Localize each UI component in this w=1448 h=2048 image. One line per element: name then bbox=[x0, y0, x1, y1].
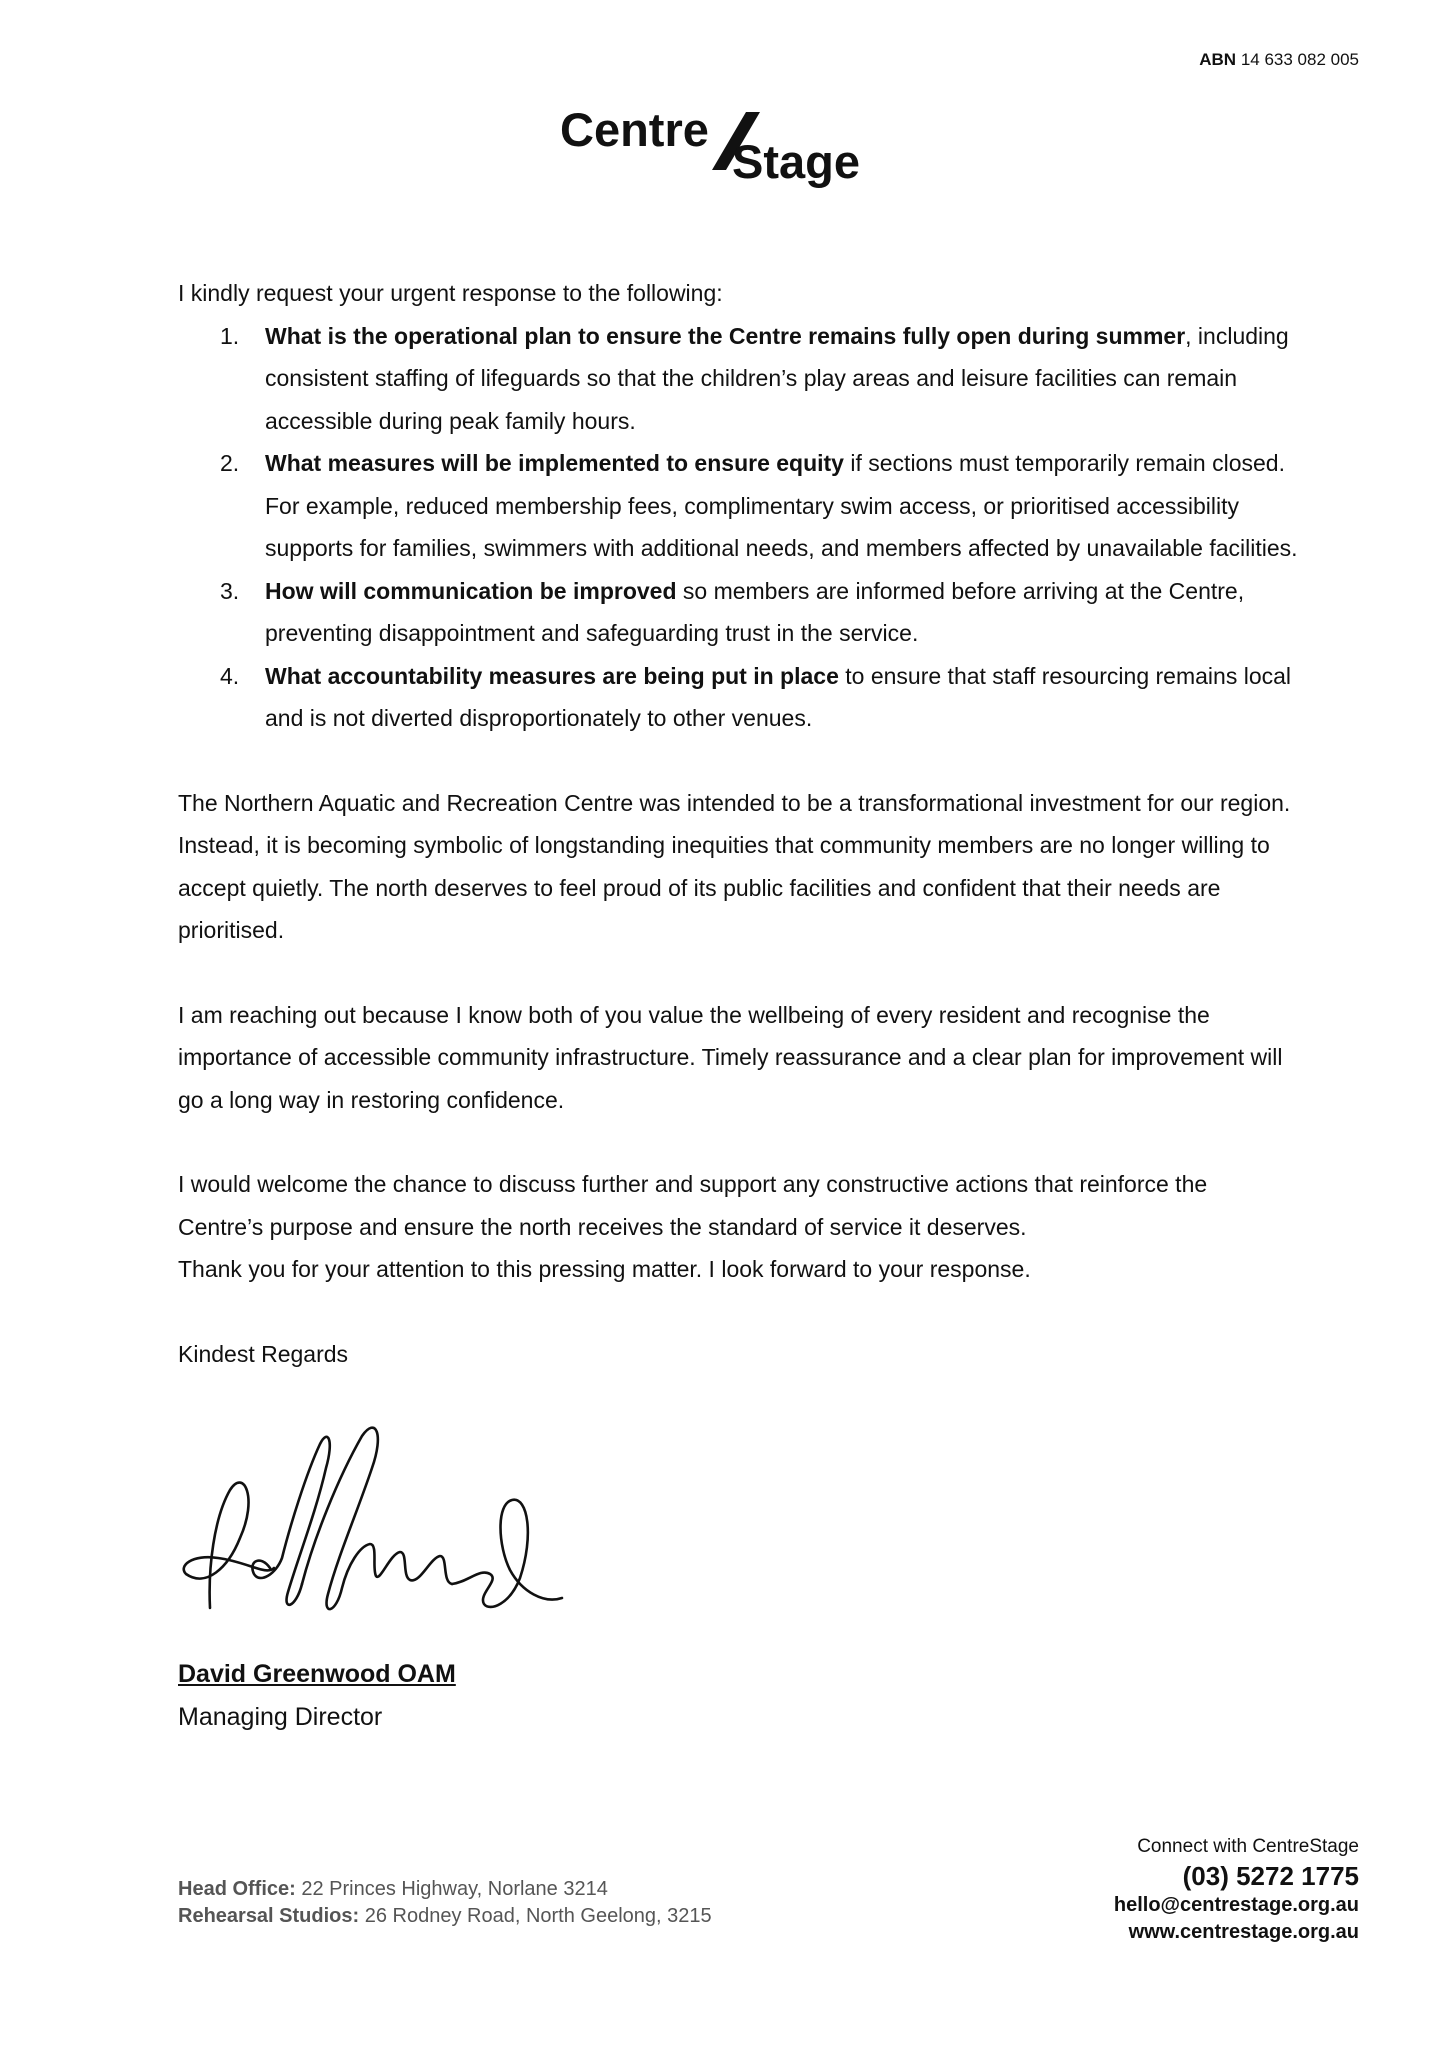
head-office-label: Head Office: bbox=[178, 1878, 296, 1900]
list-item bbox=[178, 570, 1298, 655]
list-item bbox=[178, 315, 1298, 443]
abn-label: ABN bbox=[1199, 50, 1237, 69]
abn-line bbox=[1199, 50, 1359, 70]
connect-heading: Connect with CentreStage bbox=[1137, 1836, 1359, 1857]
list-number: 4. bbox=[220, 662, 240, 689]
paragraph-wellbeing: I am reaching out because I know both of you value the wellbeing of every resident and recognise the importance of accessible community infrastructure. Timely reassurance and a clear plan for improvement will go a long way in restoring confidence. bbox=[178, 1001, 1283, 1113]
footer-addresses bbox=[178, 1876, 712, 1930]
abn-number: 14 633 082 005 bbox=[1240, 50, 1359, 69]
head-office-address: 22 Princes Highway, Norlane 3214 bbox=[301, 1878, 608, 1900]
svg-text:Centre: Centre bbox=[560, 103, 709, 156]
studios-line bbox=[178, 1903, 712, 1930]
question-heading: How will communication be improved bbox=[265, 577, 677, 604]
handwritten-signature bbox=[178, 1418, 568, 1623]
intro-paragraph: I kindly request your urgent response to the following: bbox=[178, 280, 723, 306]
website-link[interactable]: www.centrestage.org.au bbox=[1128, 1921, 1359, 1943]
svg-text:Stage: Stage bbox=[732, 135, 860, 188]
question-detail: , including consistent staffing of lifeguards so that the children’s play areas and leisure facilities can remain accessible during peak family hours. bbox=[265, 322, 1289, 434]
closing-line: Kindest Regards bbox=[178, 1340, 349, 1367]
question-detail: to ensure that staff resourcing remains local and is not diverted disproportionately to other venues. bbox=[265, 662, 1292, 731]
list-number: 3. bbox=[220, 577, 240, 604]
signatory-name: David Greenwood OAM bbox=[178, 1660, 456, 1688]
list-item bbox=[178, 655, 1298, 740]
paragraph-investment: The Northern Aquatic and Recreation Centre was intended to be a transformational investment for our region. Instead, it is becoming symbolic of longstanding inequities that community members are no longer willing to accept quietly. The north deserves to feel proud of its public facilities and confident that their needs are prioritised. bbox=[178, 789, 1291, 943]
paragraph-discuss: I would welcome the chance to discuss further and support any constructive actions that reinforce the Centre’s purpose and ensure the north receives the standard of service it deserves. bbox=[178, 1171, 1208, 1240]
phone-number: (03) 5272 1775 bbox=[1182, 1861, 1359, 1891]
question-detail: if sections must temporarily remain closed. For example, reduced membership fees, complimentary swim access, or prioritised accessibility supports for families, swimmers with additional needs, and members affected by unavailable facilities. bbox=[265, 450, 1298, 561]
email-link[interactable]: hello@centrestage.org.au bbox=[1113, 1894, 1359, 1916]
list-number: 1. bbox=[220, 322, 240, 349]
paragraph-thanks: Thank you for your attention to this pressing matter. I look forward to your response. bbox=[178, 1256, 1031, 1282]
list-item bbox=[178, 442, 1298, 570]
letter-body bbox=[178, 272, 1298, 1375]
footer-contact bbox=[1114, 1834, 1359, 1946]
studios-label: Rehearsal Studios: bbox=[178, 1905, 360, 1927]
question-heading: What accountability measures are being put in place bbox=[265, 662, 839, 689]
centrestage-logo bbox=[556, 100, 912, 200]
question-heading: What is the operational plan to ensure the Centre remains fully open during summer bbox=[265, 322, 1186, 349]
head-office-line bbox=[178, 1876, 712, 1903]
studios-address: 26 Rodney Road, North Geelong, 3215 bbox=[364, 1905, 712, 1927]
question-list bbox=[178, 315, 1298, 740]
signatory-title: Managing Director bbox=[178, 1703, 383, 1731]
question-detail: so members are informed before arriving at the Centre, preventing disappointment and safeguarding trust in the service. bbox=[265, 577, 1245, 646]
question-heading: What measures will be implemented to ensure equity bbox=[265, 450, 844, 476]
list-number: 2. bbox=[220, 450, 240, 476]
